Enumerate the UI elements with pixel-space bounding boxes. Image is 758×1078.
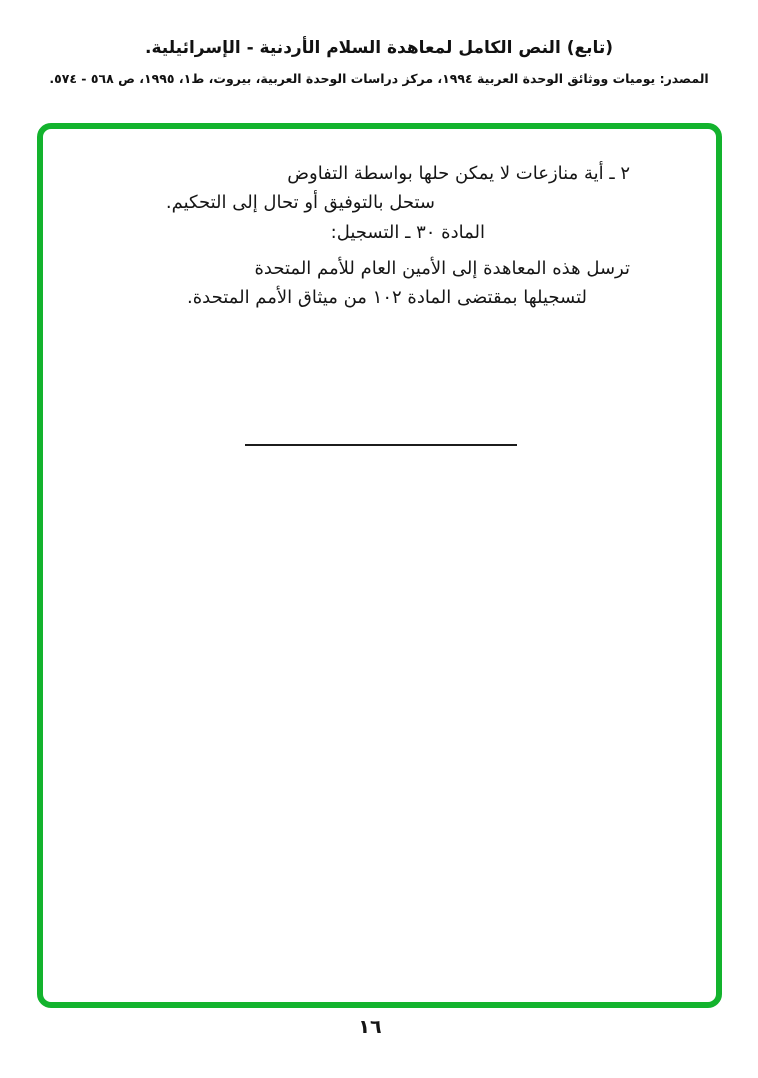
clause-line-1: ٢ ـ أية منازعات لا يمكن حلها بواسطة التفاوض: [287, 163, 630, 184]
section-divider-line: [245, 444, 517, 446]
document-title: (تابع) النص الكامل لمعاهدة السلام الأردنية - الإسرائيلية.: [144, 38, 613, 58]
registration-line-2: لتسجيلها بمقتضى المادة ١٠٢ من ميثاق الأمم المتحدة.: [187, 287, 587, 308]
source-citation: المصدر: يوميات ووثائق الوحدة العربية ١٩٩٤، مركز دراسات الوحدة العربية، بيروت، ط١، ١٩٩٥، ص ٥٦٨ - ٥٧٤.: [49, 71, 709, 86]
clause-line-2: ستحل بالتوفيق أو تحال إلى التحكيم.: [165, 192, 435, 213]
page-number: ١٦: [358, 1016, 382, 1038]
article-30-heading: المادة ٣٠ ـ التسجيل:: [330, 222, 485, 243]
registration-line-1: ترسل هذه المعاهدة إلى الأمين العام للأمم المتحدة: [254, 258, 630, 279]
document-frame-border: [37, 123, 722, 1008]
